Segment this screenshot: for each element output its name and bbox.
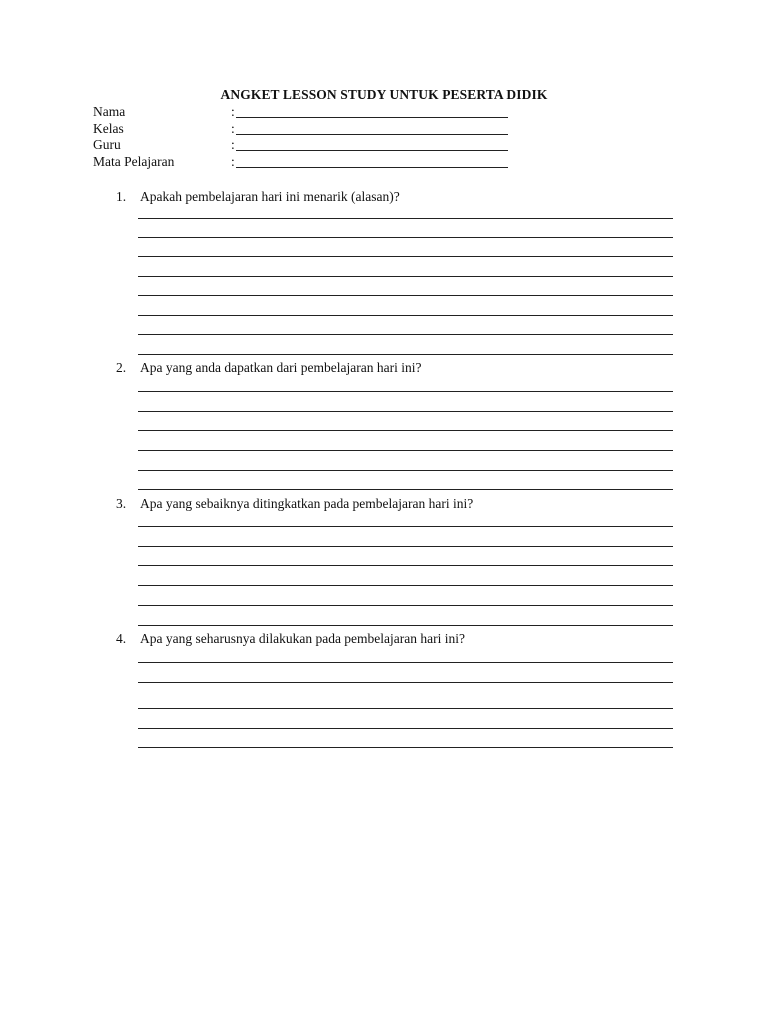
answer-line[interactable] [138, 728, 673, 729]
question-text: Apa yang sebaiknya ditingkatkan pada pembelajaran hari ini? [140, 496, 474, 511]
answer-line[interactable] [138, 489, 673, 490]
answer-line[interactable] [138, 526, 673, 527]
answer-line[interactable] [138, 295, 673, 296]
answer-line[interactable] [138, 470, 673, 471]
answer-line[interactable] [138, 565, 673, 566]
question-number: 1. [116, 189, 127, 204]
answer-line[interactable] [138, 662, 673, 663]
answer-line[interactable] [138, 747, 673, 748]
field-nama [93, 104, 513, 121]
question-text: Apa yang anda dapatkan dari pembelajaran hari ini? [140, 360, 422, 375]
field-label: Mata Pelajaran [93, 154, 175, 169]
answer-line[interactable] [138, 256, 673, 257]
question-number: 4. [116, 631, 127, 646]
question-number: 3. [116, 496, 127, 511]
answer-line[interactable] [138, 708, 673, 709]
question-text: Apakah pembelajaran hari ini menarik (alasan)? [140, 189, 400, 204]
answer-line[interactable] [138, 315, 673, 316]
field-guru [93, 137, 513, 154]
field-mata-pelajaran [93, 154, 513, 171]
document-title: ANGKET LESSON STUDY UNTUK PESERTA DIDIK [220, 87, 548, 102]
field-label: Nama [93, 104, 126, 119]
guru-fill-line[interactable] [236, 150, 508, 151]
question-text: Apa yang seharusnya dilakukan pada pembelajaran hari ini? [140, 631, 465, 646]
field-colon: : [231, 121, 235, 136]
answer-line[interactable] [138, 585, 673, 586]
answer-line[interactable] [138, 450, 673, 451]
answer-line[interactable] [138, 391, 673, 392]
answer-line[interactable] [138, 605, 673, 606]
answer-line[interactable] [138, 546, 673, 547]
field-colon: : [231, 154, 235, 169]
kelas-fill-line[interactable] [236, 134, 508, 135]
field-label: Kelas [93, 121, 124, 136]
question-number: 2. [116, 360, 127, 375]
answer-line[interactable] [138, 625, 673, 626]
answer-line[interactable] [138, 276, 673, 277]
field-colon: : [231, 137, 235, 152]
field-kelas [93, 121, 513, 138]
field-colon: : [231, 104, 235, 119]
mata-pelajaran-fill-line[interactable] [236, 167, 508, 168]
nama-fill-line[interactable] [236, 117, 508, 118]
answer-line[interactable] [138, 237, 673, 238]
answer-line[interactable] [138, 430, 673, 431]
answer-line[interactable] [138, 354, 673, 355]
answer-line[interactable] [138, 218, 673, 219]
answer-line[interactable] [138, 411, 673, 412]
field-label: Guru [93, 137, 121, 152]
answer-line[interactable] [138, 334, 673, 335]
answer-line[interactable] [138, 682, 673, 683]
